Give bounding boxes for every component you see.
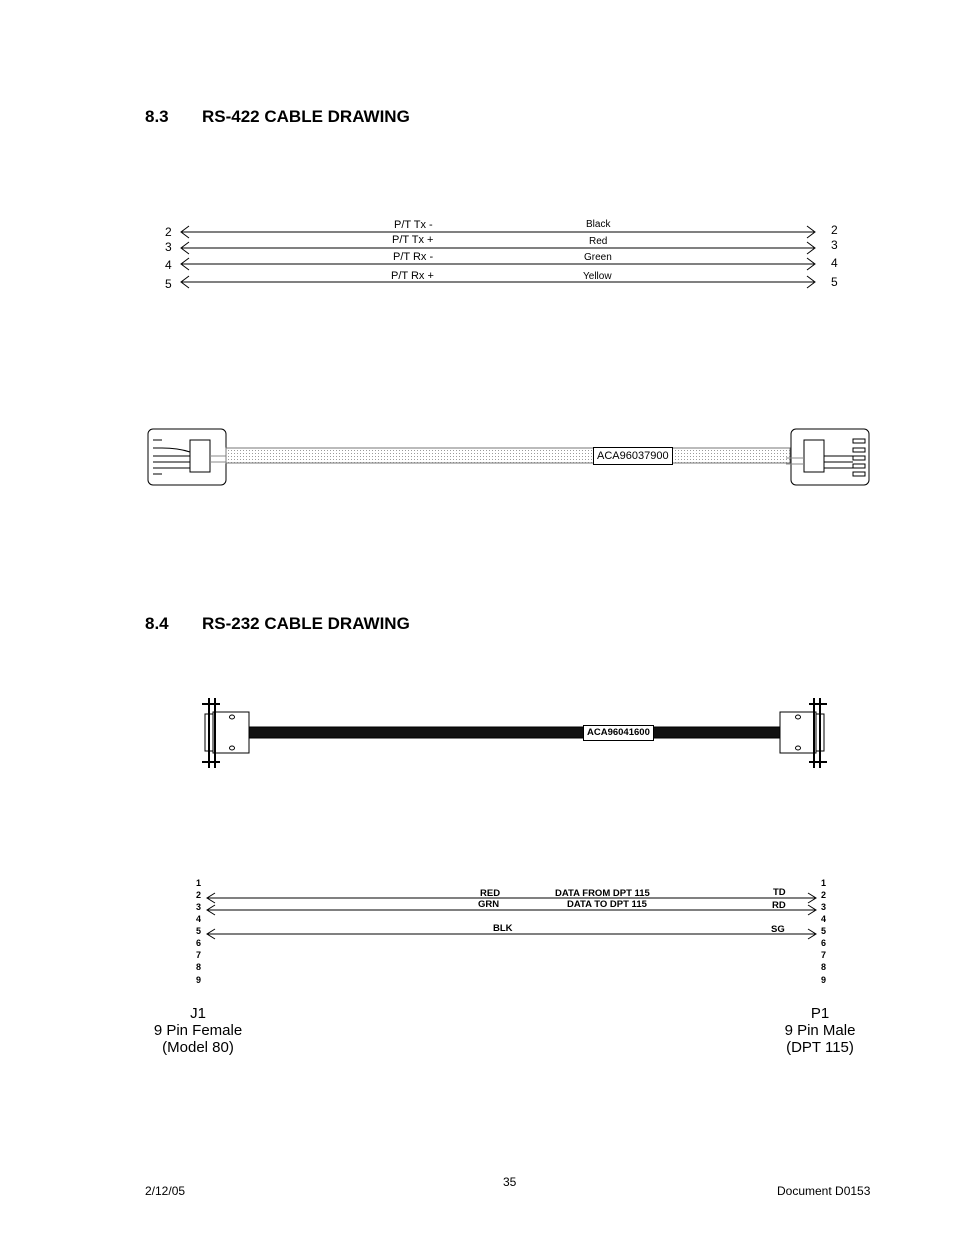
rs232-right-pin: 4 [821,914,827,924]
rs422-right-pin: 3 [831,238,838,252]
rs422-signal-label: P/T Tx - [394,219,433,231]
p1-model: (DPT 115) [786,1039,854,1056]
rs422-wire-color: Green [584,252,612,263]
rs422-cable-part-number: ACA96037900 [593,447,673,465]
rs232-right-pin: 3 [821,902,827,912]
rs422-signal-label: P/T Rx - [393,251,434,263]
j1-caption [138,1005,258,1056]
rs232-signal-desc: DATA TO DPT 115 [567,899,647,910]
rs232-right-pin: 1 [821,878,827,888]
j1-name: J1 [190,1005,206,1022]
rs422-wire-1 [181,226,815,238]
section-84-number: 8.4 [145,614,169,633]
rs422-wire-color: Black [586,219,611,230]
section-83-title: RS-422 CABLE DRAWING [202,107,410,126]
rs422-left-pin: 3 [165,240,172,254]
rs232-left-pin: 6 [196,938,202,948]
rs232-cable-part-number: ACA96041600 [583,725,654,741]
rs232-right-pin: 5 [821,926,827,936]
rs232-left-connector [202,698,249,768]
rs232-wire-color: GRN [478,899,500,910]
rs232-right-signal: SG [771,924,785,935]
rs232-right-pin: 7 [821,950,827,960]
rs422-left-plug [148,429,230,485]
rs422-signal-label: P/T Rx + [391,270,434,282]
footer-document-id: Document D0153 [777,1184,871,1198]
rs232-left-pin: 7 [196,950,202,960]
rs232-wire-pin3 [207,905,816,915]
section-83-number: 8.3 [145,107,169,126]
rs422-wire-4 [181,276,815,288]
rs232-left-pin: 8 [196,962,202,972]
rs232-signal-desc: DATA FROM DPT 115 [555,888,650,899]
p1-name: P1 [810,1005,830,1022]
p1-type: 9 Pin Male [784,1022,856,1039]
rs232-right-pin: 6 [821,938,827,948]
rs422-wire-2 [181,242,815,254]
rs232-cable-body [249,727,780,738]
p1-caption [760,1005,880,1056]
footer-date: 2/12/05 [145,1184,186,1198]
rs422-cable-body [226,448,790,463]
rs422-right-pin: 5 [831,275,838,289]
rs422-right-plug [786,429,869,485]
rs232-left-pin: 3 [196,902,202,912]
rs422-cable-assembly [148,429,869,485]
section-84-title: RS-232 CABLE DRAWING [202,614,410,633]
rs232-right-signal: RD [772,900,786,911]
rs422-right-pin: 4 [831,256,838,270]
rs422-wire-color: Red [589,236,608,247]
rs232-right-pin: 9 [821,975,827,985]
rs422-signal-label: P/T Tx + [392,234,434,246]
j1-model: (Model 80) [162,1039,234,1056]
rs232-left-pin: 1 [196,878,202,888]
rs422-wire-3 [181,258,815,270]
rs422-left-pin: 5 [165,277,172,291]
j1-type: 9 Pin Female [153,1022,243,1039]
rs232-left-pin: 4 [196,914,202,924]
rs232-right-pin: 8 [821,962,827,972]
rs232-left-pin: 2 [196,890,202,900]
rs232-cable-assembly [202,698,827,768]
rs232-wire-pin2 [207,893,816,903]
rs232-right-pin: 2 [821,890,827,900]
rs232-right-connector [780,698,827,768]
footer-page-number: 35 [503,1175,517,1189]
rs232-right-signal: TD [773,887,786,898]
rs422-left-pin: 2 [165,225,172,239]
rs422-left-pin: 4 [165,258,172,272]
rs422-wire-diagram [181,226,815,288]
rs232-wire-color: BLK [493,923,513,934]
rs232-wire-color: RED [480,888,501,899]
rs232-left-pin: 9 [196,975,202,985]
rs422-wire-color: Yellow [583,271,612,282]
rs232-left-pin: 5 [196,926,202,936]
rs422-right-pin: 2 [831,223,838,237]
